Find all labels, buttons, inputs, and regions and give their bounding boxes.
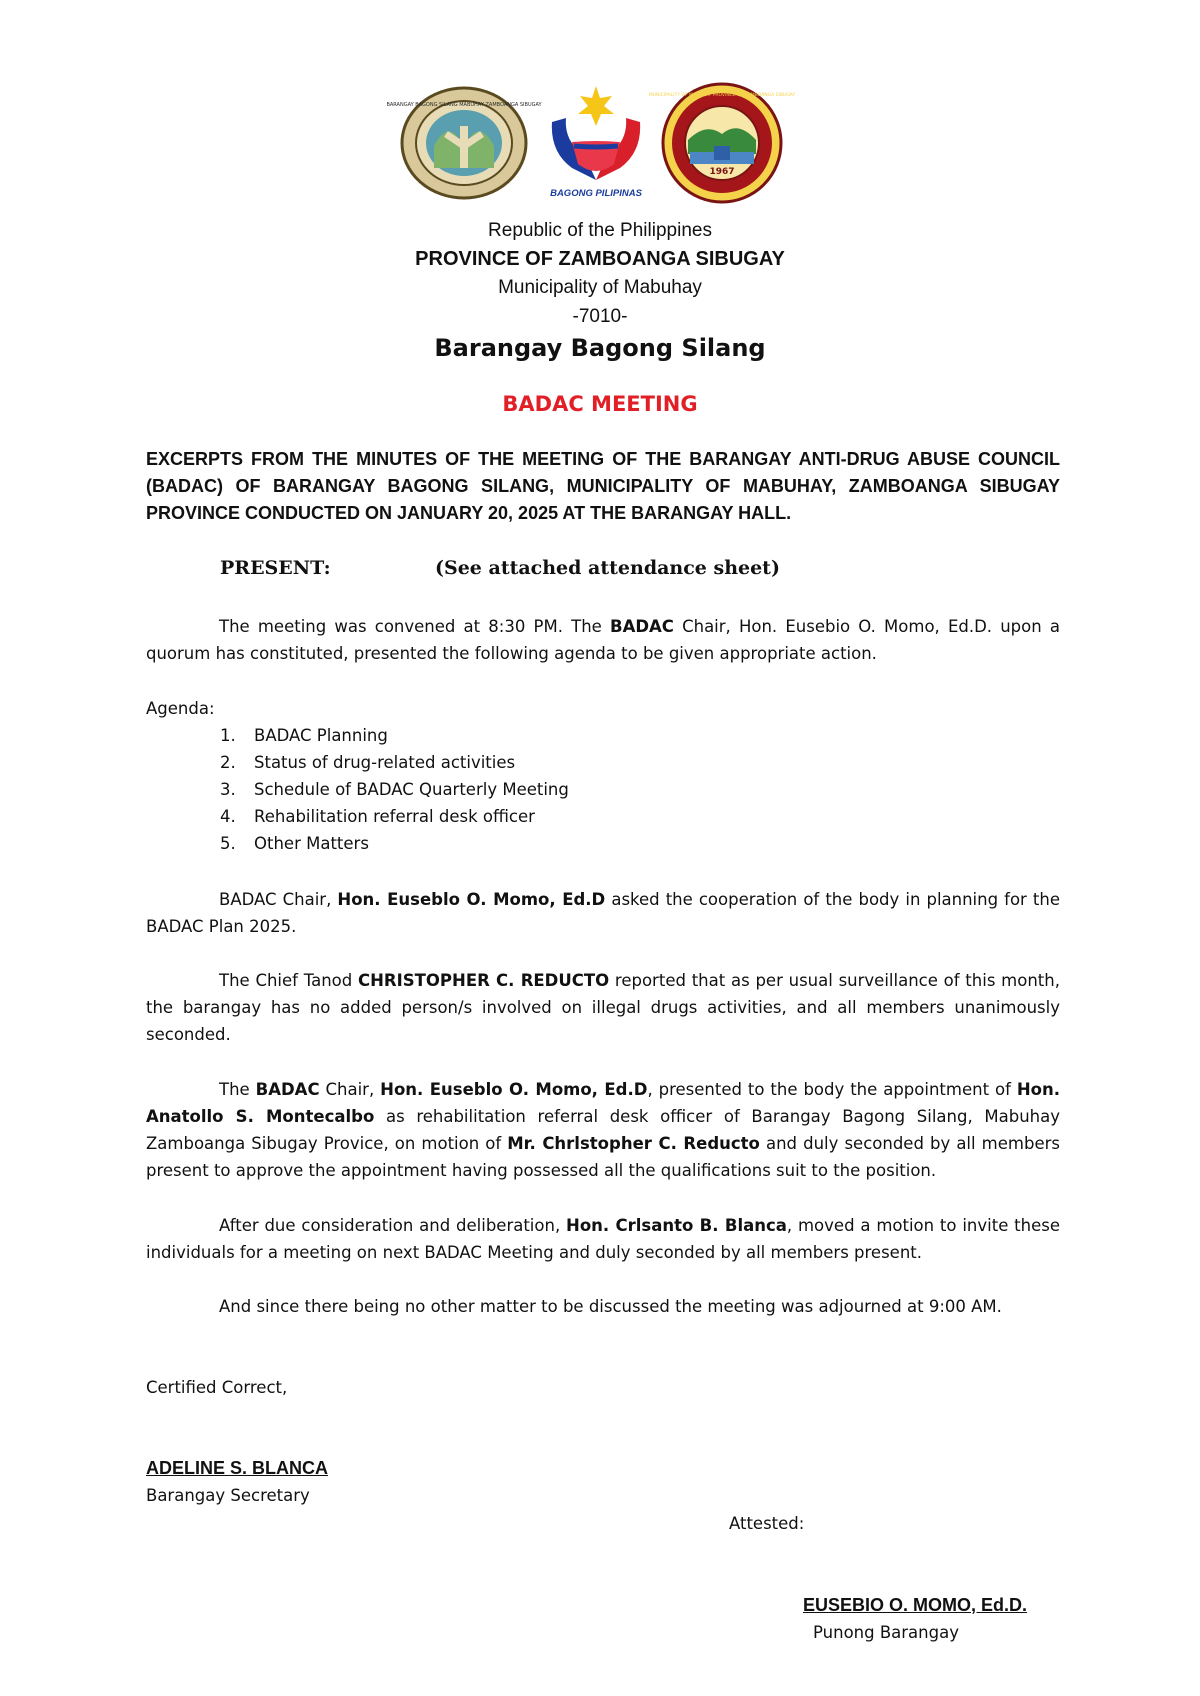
- document-title: BADAC MEETING: [502, 392, 698, 416]
- secretary-signature-block: [146, 1455, 1060, 1511]
- municipality-seal-year: 1967: [709, 167, 735, 177]
- bagong-pilipinas-label: BAGONG PILIPINAS: [550, 188, 642, 199]
- captain-signature-block: [803, 1592, 1027, 1646]
- municipality-line: Municipality of Mabuhay: [498, 277, 702, 298]
- header-logos: [386, 78, 796, 208]
- republic-line: Republic of the Philippines: [488, 220, 712, 241]
- agenda-label: Agenda:: [146, 699, 215, 718]
- adjournment-paragraph: And since there being no other matter to be discussed the meeting was adjourned at 9:00 AM.: [219, 1297, 1002, 1316]
- appointment-paragraph: The BADAC Chair, Hon. Euseblo O. Momo, Ed.D, presented to the body the appointment of Hon. Anatollo S. Montecalbo as rehabilitation referral desk officer of Barangay Bagong Silang, Mabuhay Zamboanga Sibugay Provice, on motion of Mr. Chrlstopher C. Reducto and duly seconded by all members present to approve the appointment having possessed all the qualifications suit to the position.: [146, 1080, 1060, 1180]
- secretary-title: Barangay Secretary: [146, 1486, 310, 1505]
- convened-paragraph: The meeting was convened at 8:30 PM. The BADAC Chair, Hon. Eusebio O. Momo, Ed.D. upon a quorum has constituted, presented the following agenda to be given appropriate action.: [146, 617, 1060, 663]
- municipality-seal-text: MUNICIPALITY OF MABUHAY PROVINCE OF ZAMBOANGA SIBUGAY: [648, 93, 796, 98]
- barangay-seal-icon: [386, 86, 542, 200]
- certified-label: Certified Correct,: [146, 1378, 288, 1397]
- secretary-name: ADELINE S. BLANCA: [146, 1458, 329, 1478]
- bagong-pilipinas-logo-icon: [544, 82, 648, 202]
- agenda-section: Agenda: 1. BADAC Planning 2. Status of drug-related activities 3. Schedule of BADAC Quarterly Meeting 4. Rehabilitation referral desk officer 5. Other Matters: [146, 695, 1060, 855]
- province-line: PROVINCE OF ZAMBOANGA SIBUGAY: [415, 248, 785, 270]
- motion-paragraph: After due consideration and deliberation, Hon. Crlsanto B. Blanca, moved a motion to invite these individuals for a meeting on next BADAC Meeting and duly seconded by all members present.: [146, 1216, 1061, 1262]
- captain-title: Punong Barangay: [813, 1623, 959, 1642]
- present-label: PRESENT:: [220, 557, 331, 579]
- surveillance-paragraph: The Chief Tanod CHRISTOPHER C. REDUCTO reported that as per usual surveillance of this month, the barangay has no added person/s involved on illegal drugs activities, and all members unanimously seconded.: [146, 971, 1060, 1044]
- captain-name: EUSEBIO O. MOMO, Ed.D.: [803, 1595, 1028, 1615]
- barangay-seal-text: BARANGAY BAGONG SILANG MABUHAY ZAMBOANGA SIBUGAY: [386, 102, 542, 108]
- planning-paragraph: BADAC Chair, Hon. Euseblo O. Momo, Ed.D asked the cooperation of the body in planning for the BADAC Plan 2025.: [146, 890, 1061, 936]
- present-value: (See attached attendance sheet): [435, 557, 780, 579]
- attested-label: Attested:: [729, 1514, 805, 1533]
- zip-line: -7010-: [572, 306, 628, 327]
- excerpt-paragraph: EXCERPTS FROM THE MINUTES OF THE MEETING OF THE BARANGAY ANTI-DRUG ABUSE COUNCIL (BADAC) OF BARANGAY BAGONG SILANG, MUNICIPALITY OF MABUHAY, ZAMBOANGA SIBUGAY PROVINCE CONDUCTED ON JANUARY 20, 2025 AT THE BARANGAY HALL.: [146, 449, 1060, 523]
- barangay-name: Barangay Bagong Silang: [434, 334, 766, 362]
- municipality-seal-icon: [648, 82, 796, 204]
